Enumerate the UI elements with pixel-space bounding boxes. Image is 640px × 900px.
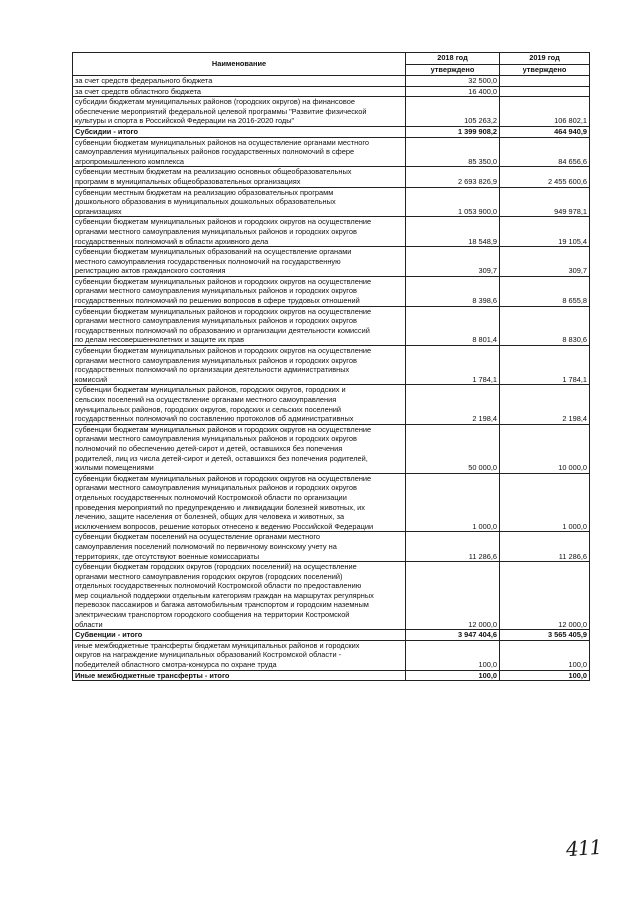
table-row xyxy=(73,473,590,532)
row-value-2019: 12 000,0 xyxy=(500,562,590,630)
row-name: субвенции бюджетам муниципальных районов на осуществление органами местного самоуправления муниципальных районов государственных полномочий в сфере агропромышленного комплекса xyxy=(73,137,406,167)
row-name: субвенции бюджетам муниципальных районов и городских округов на осуществление органами местного самоуправления муниципальных районов и городских округов отдельных государственных полномочий Костромской области по организации проведения мероприятий по предупреждению и ликвидации болезней животных, их лечению, защите населения от болезней, общих для человека и животных, за исключением вопросов, решение которых отнесено к ведению Российской Федерации xyxy=(73,473,406,532)
row-name: субвенции бюджетам городских округов (городских поселений) на осуществление органами местного самоуправления городских округов (городских поселений) отдельных государственных полномочий Костромской области по предоставлению мер социальной поддержки отдельным категориям граждан на маршрутах регулярных перевозок пассажиров и багажа автомобильным транспортом и городским наземным электрическим транспортом городского сообщения на территории Костромской области xyxy=(73,562,406,630)
table-row xyxy=(73,346,590,385)
table-row xyxy=(73,86,590,97)
table-row xyxy=(73,424,590,473)
row-name: Субвенции - итого xyxy=(73,630,406,641)
row-name: субвенции бюджетам поселений на осуществление органами местного самоуправления поселений полномочий по первичному воинскому учету на территориях, где отсутствуют военные комиссариаты xyxy=(73,532,406,562)
table-row xyxy=(73,217,590,247)
row-name: иные межбюджетные трансферты бюджетам муниципальных районов и городских округов на награждение муниципальных образований Костромской области - победителей областного смотра-конкурса по охране труда xyxy=(73,640,406,670)
row-value-2019: 1 784,1 xyxy=(500,346,590,385)
row-name: субвенции бюджетам муниципальных районов, городских округов, городских и сельских поселений на осуществление органами местного самоуправления муниципальных районов, городских округов, городских и сельских поселений государственных полномочий по составлению протоколов об административных xyxy=(73,385,406,424)
table-row xyxy=(73,247,590,277)
row-value-2019: 100,0 xyxy=(500,670,590,681)
row-value-2018: 50 000,0 xyxy=(406,424,500,473)
row-name: за счет средств областного бюджета xyxy=(73,86,406,97)
table-row xyxy=(73,167,590,187)
row-value-2019: 106 802,1 xyxy=(500,97,590,127)
row-value-2019: 19 105,4 xyxy=(500,217,590,247)
row-value-2018: 2 198,4 xyxy=(406,385,500,424)
row-value-2019: 3 565 405,9 xyxy=(500,630,590,641)
row-value-2018: 1 053 900,0 xyxy=(406,187,500,217)
row-value-2018: 8 398,6 xyxy=(406,276,500,306)
table-body xyxy=(73,76,590,681)
row-value-2019: 84 656,6 xyxy=(500,137,590,167)
table-header xyxy=(73,53,590,76)
row-name: субвенции местным бюджетам на реализацию образовательных программ дошкольного образования в муниципальных дошкольных образовательных организациях xyxy=(73,187,406,217)
table-row xyxy=(73,532,590,562)
row-value-2019: 100,0 xyxy=(500,640,590,670)
header-status-2018: утверждено xyxy=(406,64,500,76)
row-value-2018: 2 693 826,9 xyxy=(406,167,500,187)
table-row xyxy=(73,276,590,306)
row-value-2019: 2 198,4 xyxy=(500,385,590,424)
row-value-2019 xyxy=(500,86,590,97)
row-name: Субсидии - итого xyxy=(73,126,406,137)
row-name: субвенции местным бюджетам на реализацию основных общеобразовательных программ в муниципальных общеобразовательных организациях xyxy=(73,167,406,187)
row-value-2018: 12 000,0 xyxy=(406,562,500,630)
row-value-2018: 11 286,6 xyxy=(406,532,500,562)
row-value-2018: 85 350,0 xyxy=(406,137,500,167)
row-value-2019: 949 978,1 xyxy=(500,187,590,217)
row-name: Иные межбюджетные трансферты - итого xyxy=(73,670,406,681)
row-name: субсидии бюджетам муниципальных районов (городских округов) на финансовое обеспечение мероприятий федеральной целевой программы "Развитие физической культуры и спорта в Российской Федерации на 2016-2020 годы" xyxy=(73,97,406,127)
row-value-2018: 309,7 xyxy=(406,247,500,277)
total-row xyxy=(73,630,590,641)
row-value-2019: 464 940,9 xyxy=(500,126,590,137)
table-row xyxy=(73,562,590,630)
row-value-2019: 2 455 600,6 xyxy=(500,167,590,187)
row-value-2019: 10 000,0 xyxy=(500,424,590,473)
row-name: субвенции бюджетам муниципальных образований на осуществление органами местного самоуправления государственных полномочий на государственную регистрацию актов гражданского состояния xyxy=(73,247,406,277)
row-value-2018: 100,0 xyxy=(406,670,500,681)
row-name: субвенции бюджетам муниципальных районов и городских округов на осуществление органами местного самоуправления муниципальных районов и городских округов государственных полномочий в области архивного дела xyxy=(73,217,406,247)
row-name: субвенции бюджетам муниципальных районов и городских округов на осуществление органами местного самоуправления муниципальных районов и городских округов полномочий по обеспечению детей-сирот и детей, оставшихся без попечения родителей, лиц из числа детей-сирот и детей, оставшихся без попечения родителей, жилыми помещениями xyxy=(73,424,406,473)
row-name: за счет средств федерального бюджета xyxy=(73,76,406,87)
row-name: субвенции бюджетам муниципальных районов и городских округов на осуществление органами местного самоуправления муниципальных районов и городских округов государственных полномочий по организации деятельности административных комиссий xyxy=(73,346,406,385)
row-value-2019: 8 655,8 xyxy=(500,276,590,306)
row-value-2018: 16 400,0 xyxy=(406,86,500,97)
table-row xyxy=(73,137,590,167)
row-value-2018: 8 801,4 xyxy=(406,306,500,345)
row-name: субвенции бюджетам муниципальных районов и городских округов на осуществление органами местного самоуправления муниципальных районов и городских округов государственных полномочий по образованию и организации деятельности комиссий по делам несовершеннолетних и защите их прав xyxy=(73,306,406,345)
table-row xyxy=(73,76,590,87)
total-row xyxy=(73,126,590,137)
header-status-2019: утверждено xyxy=(500,64,590,76)
row-value-2019 xyxy=(500,76,590,87)
row-value-2018: 1 784,1 xyxy=(406,346,500,385)
row-value-2018: 3 947 404,6 xyxy=(406,630,500,641)
header-year-2019: 2019 год xyxy=(500,53,590,65)
table-row xyxy=(73,640,590,670)
table-row xyxy=(73,306,590,345)
row-value-2018: 1 399 908,2 xyxy=(406,126,500,137)
header-year-2018: 2018 год xyxy=(406,53,500,65)
row-value-2018: 32 500,0 xyxy=(406,76,500,87)
header-name: Наименование xyxy=(73,53,406,76)
table-row xyxy=(73,187,590,217)
row-value-2018: 100,0 xyxy=(406,640,500,670)
row-value-2019: 8 830,6 xyxy=(500,306,590,345)
row-value-2019: 11 286,6 xyxy=(500,532,590,562)
table-row xyxy=(73,385,590,424)
row-value-2019: 1 000,0 xyxy=(500,473,590,532)
row-value-2018: 1 000,0 xyxy=(406,473,500,532)
page-number: 411 xyxy=(565,834,602,862)
row-value-2018: 18 548,9 xyxy=(406,217,500,247)
row-value-2018: 105 263,2 xyxy=(406,97,500,127)
budget-table xyxy=(72,52,590,681)
total-row xyxy=(73,670,590,681)
table-row xyxy=(73,97,590,127)
row-name: субвенции бюджетам муниципальных районов и городских округов на осуществление органами местного самоуправления муниципальных районов и городских округов государственных полномочий по решению вопросов в сфере трудовых отношений xyxy=(73,276,406,306)
row-value-2019: 309,7 xyxy=(500,247,590,277)
